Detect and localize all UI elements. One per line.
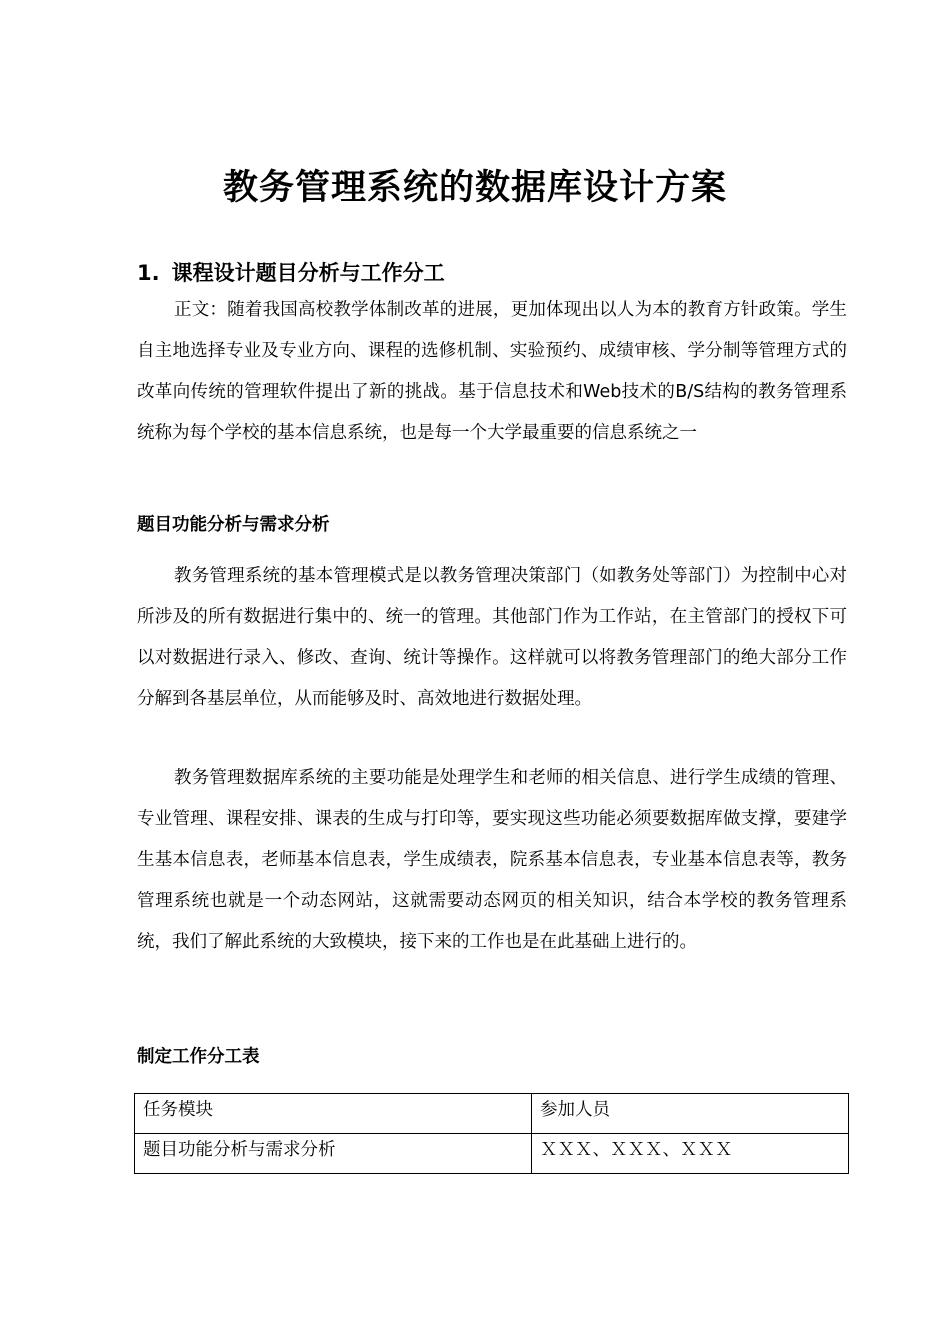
intro-paragraph: 正文：随着我国高校教学体制改革的进展，更加体现出以人为本的教育方针政策。学生自主地选择专业及专业方向、课程的选修机制、实验预约、成绩审核、学分制等管理方式的改革向传统的管理软件提出了新的挑战。基于信息技术和Web技术的B/S结构的教务管理系统称为每个学校的基本信息系统，也是每一个大学最重要的信息系统之一 [137,300,847,443]
table-row [135,1134,849,1174]
table-header-cell: 参加人员 [532,1094,849,1134]
analysis-paragraph-1: 教务管理系统的基本管理模式是以教务管理决策部门（如教务处等部门）为控制中心对所涉及的所有数据进行集中的、统一的管理。其他部门作为工作站，在主管部门的授权下可以对数据进行录入、修改、查询、统计等操作。这样就可以将教务管理部门的绝大部分工作分解到各基层单位，从而能够及时、高效地进行数据处理。 [137,566,847,709]
table-cell: 题目功能分析与需求分析 [135,1134,532,1174]
section-number: 1. [137,261,160,285]
document-title: 教务管理系统的数据库设计方案 [222,168,727,208]
analysis-paragraph-2: 教务管理数据库系统的主要功能是处理学生和老师的相关信息、进行学生成绩的管理、专业管理、课程安排、课表的生成与打印等，要实现这些功能必须要数据库做支撑，要建学生基本信息表，老师基本信息表，学生成绩表，院系基本信息表，专业基本信息表等，教务管理系统也就是一个动态网站，这就需要动态网页的相关知识，结合本学校的教务管理系统，我们了解此系统的大致模块，接下来的工作也是在此基础上进行的。 [137,768,847,952]
section-heading-text: 课程设计题目分析与工作分工 [171,261,445,285]
section-heading [137,256,445,290]
subsection-heading-division: 制定工作分工表 [137,1047,260,1067]
subsection-heading-analysis: 题目功能分析与需求分析 [137,515,330,535]
table-cell: ＸＸＸ、ＸＸＸ、ＸＸＸ [532,1134,849,1174]
table-header-row [135,1094,849,1134]
work-division-table [134,1093,849,1174]
table-header-cell: 任务模块 [135,1094,532,1134]
